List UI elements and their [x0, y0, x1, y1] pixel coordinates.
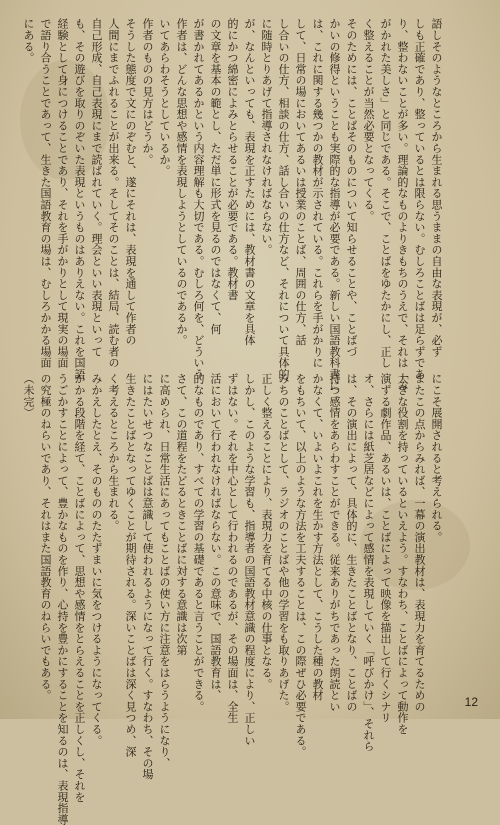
text-line: く整えることが当然必要となってくる。: [362, 18, 375, 222]
text-line: も、その遊びを取りのぞいた表現というものはありえない。これを国語: [73, 18, 86, 380]
text-line: 正しく整えることにより、表現力を育てる中核の仕事となる。: [260, 373, 273, 690]
text-line: く考えるところから生まれる。: [107, 373, 120, 532]
text-line: みちのことばとして、ラジオのことばや他の学習をも取りあげた。: [277, 373, 290, 712]
text-line: がかれた美しさ」と同じである。そこで、ことばをゆたかにし、正し: [379, 18, 392, 369]
text-line: かなくて、いよいよこれを生かす方法として、こうした種の教材: [311, 373, 324, 701]
text-line: しも正確であり、整っているとは限らない。むしろことばは足らずであ: [413, 18, 426, 380]
text-line: 自己形成、自己表現にまで読ばれていく。理会といい表現といって: [90, 18, 103, 357]
text-line: ずはない。それを中心として行われるのであるが、その場面は、全生: [226, 373, 239, 724]
text-line: 作者は、どんな思想や感情を表現しようとしているのであるか。: [175, 18, 188, 346]
text-line: しかし、このような学習も、指導者の国語教材意識の程度により、正しい: [243, 373, 256, 746]
text-line: で語り合うことであって、生きた国語教育の場は、むしろかかる場面: [39, 18, 52, 369]
text-line: そうした態度で文にのぞむと、遂にそれは、表現を通して作者の: [124, 18, 137, 346]
text-line: り、整わないことが多い。理論的なものよりきもちのうえで、それは「み: [396, 18, 409, 391]
text-line: 経験として身につけることであり、それを手がかりとして現実の場面: [56, 18, 69, 369]
text-line: さて、この道程をたどるときことばに対する意識は次第: [175, 373, 188, 656]
page-number: 12: [464, 695, 478, 709]
text-line: の文章を基本の範とし、ただ単に形式を見るのではなくて、何: [209, 18, 222, 335]
text-line: にある。: [22, 18, 35, 64]
text-line: 的なものであり、すべての学習の基礎であると言うことができる。: [192, 373, 205, 712]
text-line: して、日常の場においてあるいは授業のことば、周囲の仕方、話: [294, 18, 307, 346]
text-line: みかえしたとえ、そのもののたたずまいに気をつけるようになってくる。: [90, 373, 103, 746]
text-line: の究極のねらいであり、それはまた国語教育のねらいでもある。: [39, 373, 52, 701]
text-line: 的にかつ綿密によみとらせることが必要である。教材書: [226, 18, 239, 301]
text-line: に随時とりあげて指導されなければならない。: [260, 18, 273, 256]
section-divider: [50, 362, 450, 363]
text-line: 人間にまでふれることが出来る。そしてそのことは、結局、読む者の: [107, 18, 120, 369]
text-line: に高められ、日常生活にあってもことばの使い方に注意をはらうようになり、: [158, 373, 171, 769]
lower-text-block: [22, 373, 445, 825]
upper-text-block: [22, 18, 445, 391]
text-line: うごかすことによって、豊かなものを作り、心持を豊かにすることを知るのは、表現指導: [56, 373, 69, 825]
text-line: をもちいて、以上のような方法を工夫することは、この際ぜひ必要である。: [294, 373, 307, 758]
text-line: そのためには、ことばそのものについて知らせることや、ことばづ: [345, 18, 358, 357]
text-line: またこの点からみれば、一幕の演出教材は、表現力を育てるための: [413, 373, 426, 712]
text-line: が書かれてあるかという内容理解も大切である。むしろ何を、どういう: [192, 18, 205, 380]
text-line: かかる段階を経て、ことばによって、思想や感情をとらえることを正しくし、それを: [73, 373, 86, 803]
text-line: オ、さらには紙芝居などによって感情を表現していく「呼びかけ」、それら: [362, 373, 375, 752]
text-line: 演ずる劇作品、あるいは、ことばによって映像を描出して行くシナリ: [379, 373, 392, 724]
text-line: 作者のものの見方はどうか。: [141, 18, 154, 165]
text-line: （未完）: [22, 373, 35, 419]
text-line: かいの修得ということも実際的な指導が必要である。新しい国語教科書に: [328, 18, 341, 391]
text-line: 持つ感情をあらわすことができる。従来ありがちであった朗読とい: [328, 373, 341, 712]
text-line: 語しそのようなところから生まれる思うままの自由な表現が、必ず: [430, 18, 443, 357]
text-line: にこそ展開されると考えられる。: [430, 373, 443, 543]
text-line: 大きな役割を持っているといえよう。すなわち、ことばによって動作を: [396, 373, 409, 735]
text-line: が、なんといっても、表現を正すためには、教材書の文章を具体: [243, 18, 256, 346]
text-line: は、その演出によって、具体的に、生きたことばとなり、ことばの: [345, 373, 358, 712]
text-line: 活において行われなければならない。この意味で、国語教育は、: [209, 373, 222, 701]
text-line: にはたいせつなことばは意識して使われるようになって行く。すなわち、その場: [141, 373, 154, 780]
text-line: 生きたことばとなってゆくことが期待される。深いことばは深く見つめ、深: [124, 373, 137, 758]
text-line: し合いの仕方、相談の仕方、話し合いの仕方など、それについて具体的: [277, 18, 290, 380]
text-line: いてあらわそうとしているか。: [158, 18, 171, 177]
text-line: は、これに関する幾つかの教材が示されている。これらを手がかりに: [311, 18, 324, 369]
